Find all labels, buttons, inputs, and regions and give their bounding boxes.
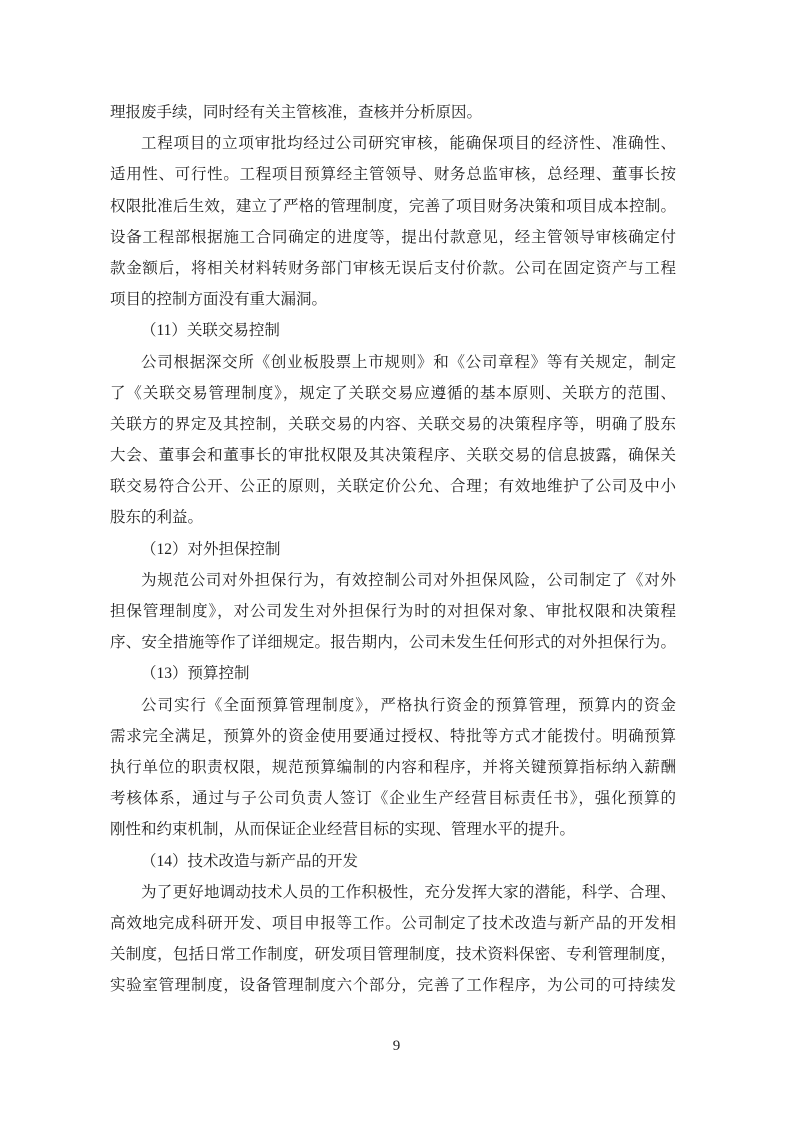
text-line: 工程项目的立项审批均经过公司研究审核，能确保项目的经济性、准确性、: [141, 135, 676, 153]
section-heading-14: （14）技术改造与新产品的开发: [141, 852, 359, 870]
text-line: 考核体系，通过与子公司负责人签订《企业生产经营目标责任书》，强化预算的: [110, 790, 676, 808]
text-line: 公司根据深交所《创业板股票上市规则》和《公司章程》等有关规定，制定: [141, 353, 676, 371]
text-line: 了《关联交易管理制度》，规定了关联交易应遵循的基本原则、关联方的范围、: [110, 384, 676, 402]
text-line: 款金额后，将相关材料转财务部门审核无误后支付价款。公司在固定资产与工程: [110, 259, 676, 277]
text-line: 执行单位的职责权限，规范预算编制的内容和程序，并将关键预算指标纳入薪酬: [110, 758, 676, 776]
text-line: 关制度，包括日常工作制度，研发项目管理制度，技术资料保密、专利管理制度，: [110, 946, 676, 964]
text-line: 实验室管理制度，设备管理制度六个部分，完善了工作程序，为公司的可持续发: [110, 977, 676, 995]
text-line: 理报废手续，同时经有关主管核准，查核并分析原因。: [110, 104, 483, 121]
text-line: 刚性和约束机制，从而保证企业经营目标的实现、管理水平的提升。: [110, 821, 576, 839]
text-line: 股东的利益。: [110, 509, 204, 527]
text-line: 序、安全措施等作了详细规定。报告期内，公司未发生任何形式的对外担保行为。: [110, 634, 676, 652]
text-line: 权限批准后生效，建立了严格的管理制度，完善了项目财务决策和项目成本控制。: [110, 197, 676, 215]
text-line: 联交易符合公开、公正的原则，关联定价公允、合理；有效地维护了公司及中小: [110, 478, 676, 496]
text-line: 关联方的界定及其控制，关联交易的内容、关联交易的决策程序等，明确了股东: [110, 415, 676, 433]
text-line: 为了更好地调动技术人员的工作积极性，充分发挥大家的潜能，科学、合理、: [141, 883, 676, 901]
section-heading-12: （12）对外担保控制: [141, 540, 281, 558]
section-heading-11: （11）关联交易控制: [141, 322, 280, 340]
text-line: 项目的控制方面没有重大漏洞。: [110, 291, 328, 309]
text-line: 设备工程部根据施工合同确定的进度等，提出付款意见，经主管领导审核确定付: [110, 228, 676, 246]
page-number: 9: [392, 1038, 401, 1054]
text-line: 担保管理制度》，对公司发生对外担保行为时的对担保对象、审批权限和决策程: [110, 603, 676, 620]
document-text: [110, 97, 676, 1001]
text-line: 大会、董事会和董事长的审批权限及其决策程序、关联交易的信息披露，确保关: [110, 447, 676, 465]
text-line: 高效地完成科研开发、项目申报等工作。公司制定了技术改造与新产品的开发相: [110, 914, 676, 932]
text-line: 公司实行《全面预算管理制度》，严格执行资金的预算管理，预算内的资金: [141, 696, 676, 714]
text-line: 适用性、可行性。工程项目预算经主管领导、财务总监审核，总经理、董事长按: [110, 166, 676, 184]
text-line: 需求完全满足，预算外的资金使用要通过授权、特批等方式才能拨付。明确预算: [110, 727, 676, 745]
text-line: 为规范公司对外担保行为，有效控制公司对外担保风险，公司制定了《对外: [141, 571, 676, 589]
section-heading-13: （13）预算控制: [141, 665, 250, 683]
